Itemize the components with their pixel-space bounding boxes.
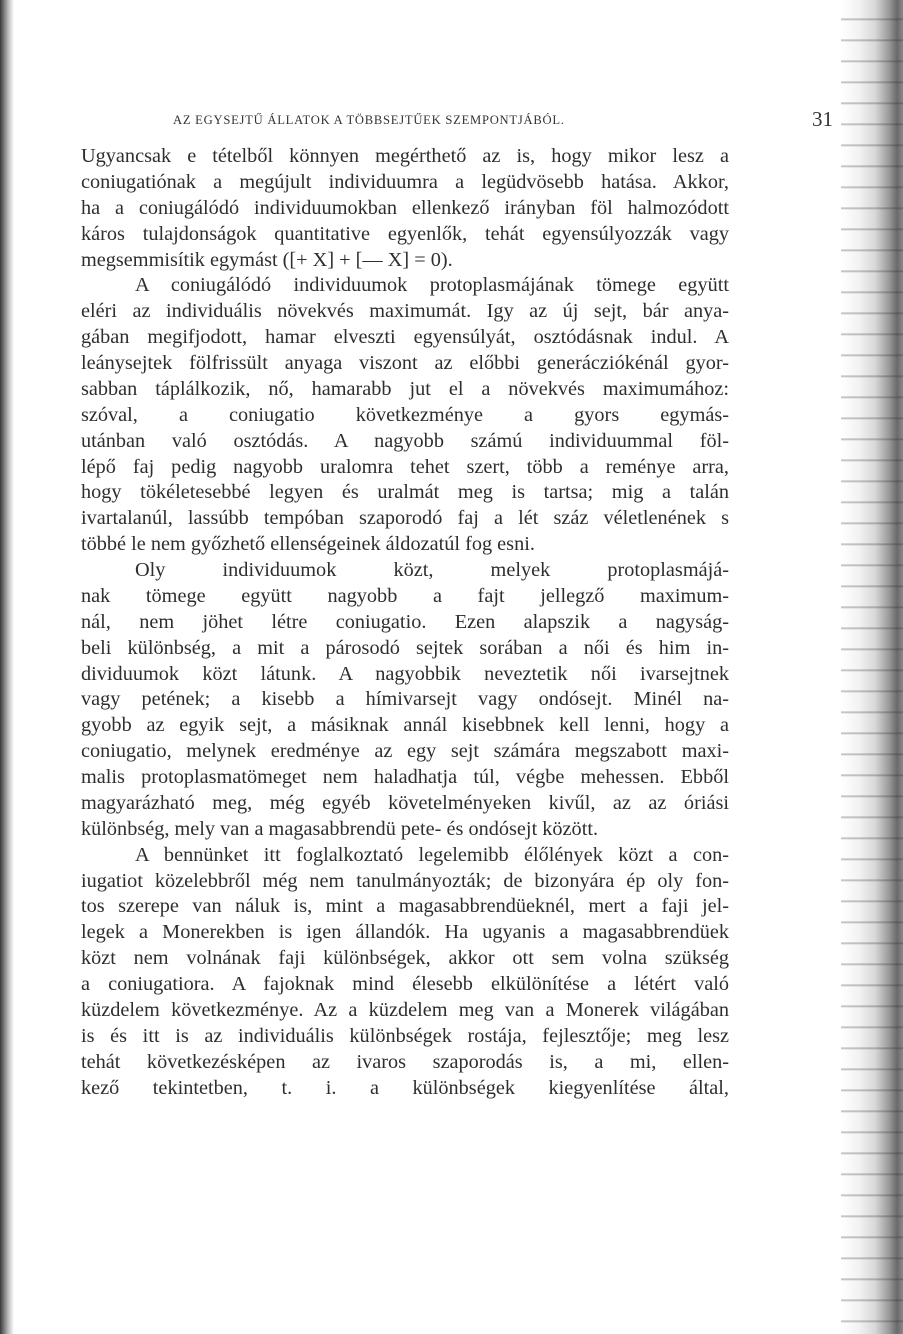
text-line: tos szerepe van náluk is, mint a magasabbrendüeknél, mert a faji jel- — [81, 895, 729, 918]
paragraph-first-line: A coniugálódó individuumok protoplasmájának tömege együtt — [135, 274, 729, 297]
text-line: legek a Monerekben is igen állandók. Ha ugyanis a magasabbrendüek — [81, 921, 729, 944]
text-line: a coniugatiora. A fajoknak mind élesebb elkülönítése a létért való — [81, 973, 729, 995]
text-line: magyarázható meg, még egyéb követelményeken kivűl, az az óriási — [81, 791, 729, 814]
text-line: különbség, mely van a magasabbrendü pete- és ondósejt között. — [81, 817, 599, 840]
text-line: közt nem volnának faji különbségek, akkor ott sem volna szükség — [81, 947, 729, 970]
text-line: coniugatio, melynek eredménye az egy sejt számára megszabott maxi- — [81, 740, 729, 763]
text-line: tehát következésképen az ivaros szaporodás is, a mi, ellen- — [81, 1050, 729, 1073]
text-line: megsemmisítik egymást ([+ X] + [— X] = 0). — [81, 248, 453, 271]
text-line: leánysejtek fölfrissült anyaga viszont az előbbi generácziókénál gyor- — [81, 352, 729, 374]
running-title: AZ EGYSEJTŰ ÁLLATOK A TÖBBSEJTŰEK SZEMPONTJÁBÓL. — [173, 113, 565, 127]
text-line: lépő faj pedig nagyobb uralomra tehet szert, több a reménye arra, — [81, 455, 729, 478]
text-line: káros tulajdonságok quantitative egyenlők, tehát egyensúlyozzák vagy — [81, 222, 729, 245]
text-line: utánban való osztódás. A nagyobb számú individuummal föl- — [81, 429, 729, 452]
text-line: eléri az individuális növekvés maximumát. Igy az új sejt, bár anya- — [81, 300, 729, 323]
text-line: hogy tökéletesebbé legyen és uralmát meg is tartsa; mig a talán — [81, 481, 729, 504]
scan-binding-edge — [0, 0, 14, 1334]
text-line: kező tekintetben, t. i. a különbségek kiegyenlítése által, — [81, 1076, 729, 1099]
text-line: is és itt is az individuális különbségek rostája, fejlesztője; meg lesz — [81, 1024, 729, 1047]
text-line: beli különbség, a mit a párosodó sejtek sorában a női és him in- — [81, 636, 729, 659]
text-line: nak tömege együtt nagyobb a fajt jellegző maximum- — [81, 584, 729, 607]
text-line: gyobb az egyik sejt, a másiknak annál kisebbnek kell lenni, hogy a — [81, 714, 729, 737]
text-line: malis protoplasmatömeget nem haladhatja túl, végbe mehessen. Ebből — [81, 766, 729, 788]
running-head — [173, 107, 831, 133]
text-line: dividuumok közt látunk. A nagyobbik neveztetik női ivarsejtnek — [81, 662, 729, 685]
text-line: többé le nem győzhető ellenségeinek áldozatúl fog esni. — [81, 533, 535, 556]
text-line: ha a coniugálódó individuumokban ellenkező irányban föl halmozódott — [81, 196, 729, 219]
text-line: Ugyancsak e tételből könnyen megérthető az is, hogy mikor lesz a — [81, 145, 729, 167]
text-line: coniugatiónak a megújult individuumra a legüdvösebb hatása. Akkor, — [81, 170, 729, 193]
text-line: vagy petének; a kisebb a hímivarsejt vagy ondósejt. Minél na- — [81, 688, 729, 711]
paragraph-first-line: A bennünket itt foglalkoztató legelemibb élőlények közt a con- — [135, 843, 729, 866]
text-line: küzdelem következménye. Az a küzdelem meg van a Monerek világában — [81, 998, 729, 1021]
text-line: nál, nem jöhet létre coniugatio. Ezen alapszik a nagyság- — [81, 610, 729, 633]
text-line: ivartalanúl, lassúbb tempóban szaporodó faj a lét száz véletlenének s — [81, 507, 729, 530]
page-number: 31 — [812, 107, 833, 131]
text-line: iugatiot közelebbről még nem tanulmányozták; de bizonyára ép oly fon- — [81, 869, 729, 892]
scan-page-edge — [841, 0, 903, 1334]
paragraph-first-line: Oly individuumok közt, melyek protoplasmájá- — [135, 559, 729, 581]
text-line: gában megifjodott, hamar elveszti egyensúlyát, osztódásnak indul. A — [81, 326, 729, 349]
text-line: szóval, a coniugatio következménye a gyors egymás- — [81, 403, 729, 426]
text-line: sabban táplálkozik, nő, hamarabb jut el a növekvés maximumához: — [81, 377, 729, 400]
body-text — [81, 144, 729, 1101]
